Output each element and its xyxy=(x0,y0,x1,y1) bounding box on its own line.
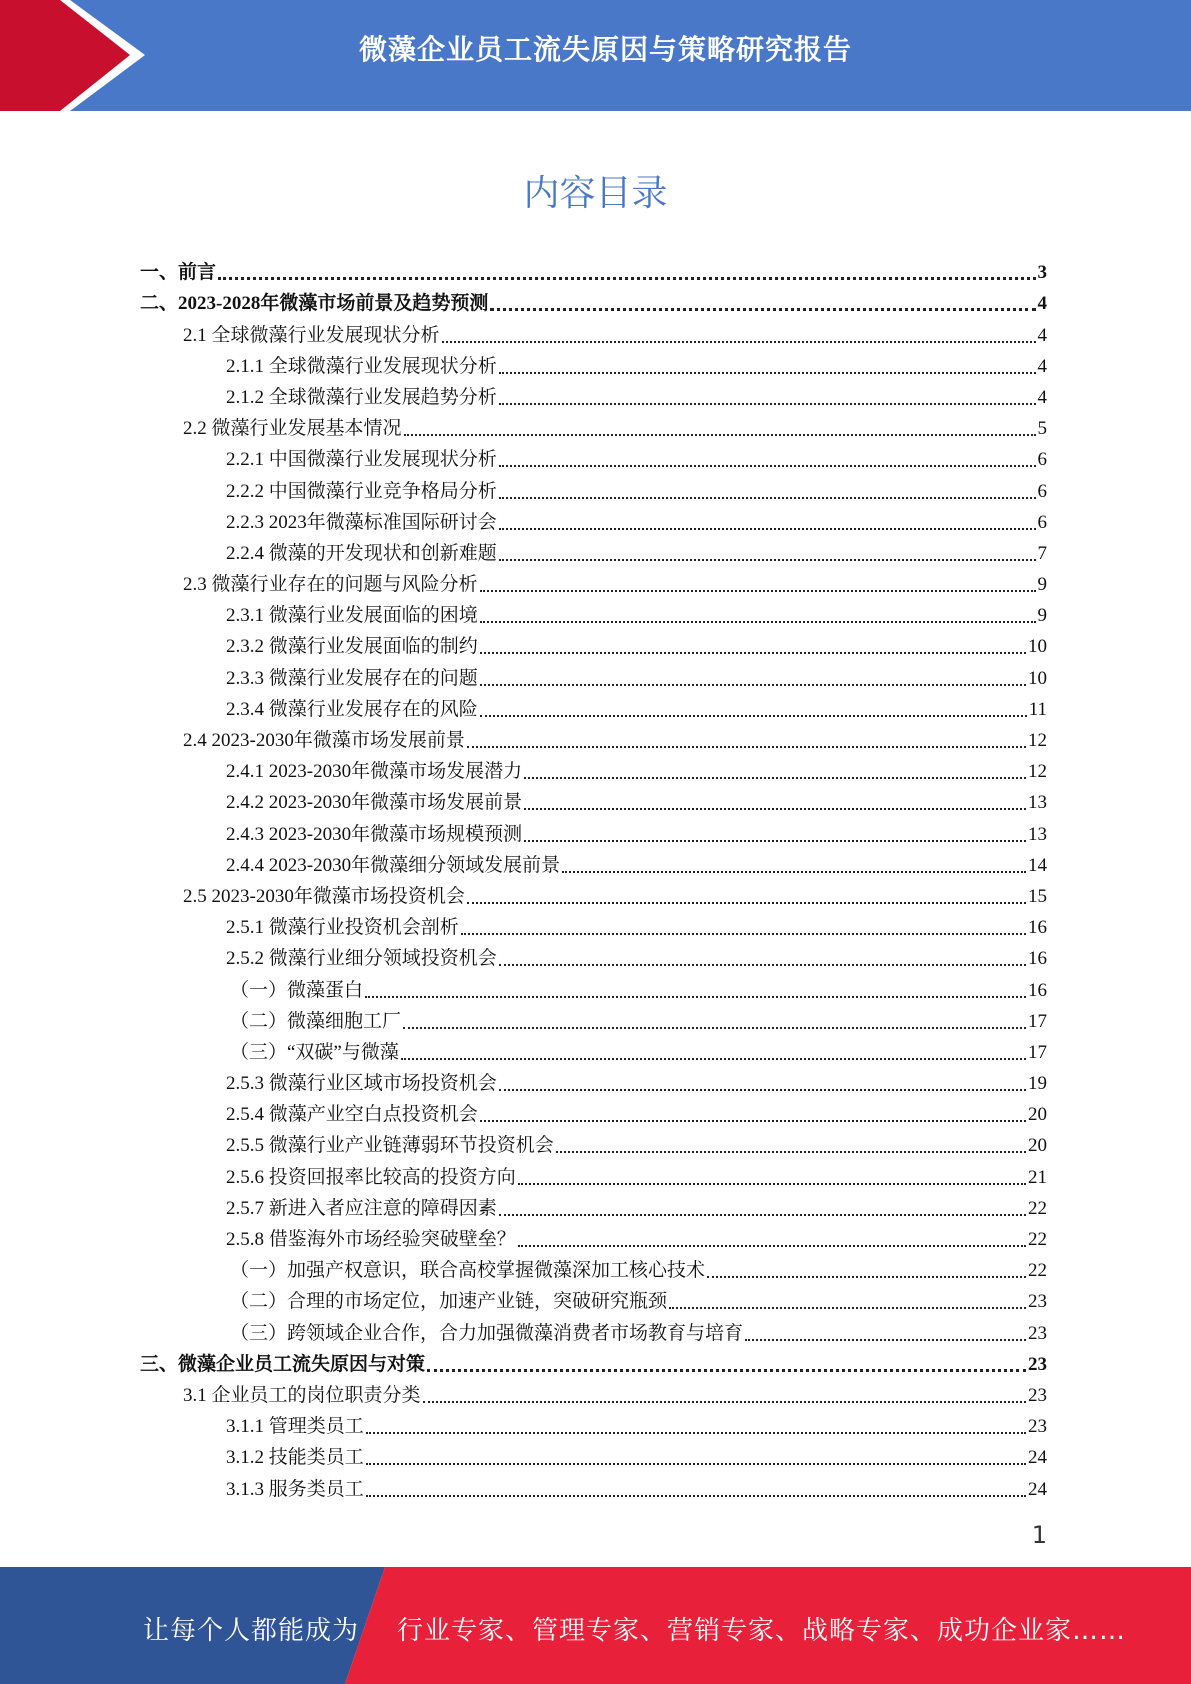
toc-entry-page: 22 xyxy=(1028,1229,1047,1250)
toc-entry[interactable] xyxy=(140,658,1047,689)
toc-entry[interactable] xyxy=(140,721,1047,752)
toc-entry-title: 3.1.1 管理类员工 xyxy=(226,1416,364,1438)
toc-dot-leader xyxy=(499,1214,1026,1216)
toc-dot-leader xyxy=(404,434,1036,436)
toc-entry[interactable] xyxy=(140,846,1047,877)
toc-entry-title: 2.5.5 微藻行业产业链薄弱环节投资机会 xyxy=(226,1135,554,1157)
toc-entry-page: 12 xyxy=(1028,761,1047,783)
toc-dot-leader xyxy=(366,1463,1026,1465)
toc-dot-leader xyxy=(745,1339,1026,1341)
toc-entry[interactable] xyxy=(140,939,1047,970)
toc-entry[interactable] xyxy=(140,1189,1047,1220)
toc-dot-leader xyxy=(524,777,1026,779)
toc-entry-title: 三、微藻企业员工流失原因与对策 xyxy=(140,1353,426,1375)
toc-entry-page: 23 xyxy=(1028,1322,1047,1344)
toc-entry-title: 2.3 微藻行业存在的问题与风险分析 xyxy=(183,574,478,596)
toc-entry-page: 7 xyxy=(1037,542,1047,564)
toc-dot-leader xyxy=(480,590,1036,592)
toc-entry-page: 4 xyxy=(1037,324,1047,346)
toc-entry-title: （一）加强产权意识，联合高校掌握微藻深加工核心技术 xyxy=(230,1260,706,1282)
toc-heading: 内容目录 xyxy=(523,173,668,214)
report-title: 微藻企业员工流失原因与策略研究报告 xyxy=(358,33,852,66)
toc-entry[interactable] xyxy=(140,471,1047,502)
toc-entry-title: 2.2 微藻行业发展基本情况 xyxy=(183,418,402,440)
toc-dot-leader xyxy=(518,1183,1026,1185)
toc-entry-page: 20 xyxy=(1028,1135,1047,1157)
toc-entry-title: 2.5.1 微藻行业投资机会剖析 xyxy=(226,917,459,939)
toc-entry-title: 2.5.8 借鉴海外市场经验突破壁垒？ xyxy=(226,1229,516,1250)
toc-entry[interactable] xyxy=(140,596,1047,627)
toc-entry-page: 13 xyxy=(1028,792,1047,814)
toc-entry-page: 6 xyxy=(1037,449,1047,471)
toc-dot-leader xyxy=(524,808,1026,810)
toc-entry-page: 6 xyxy=(1037,511,1047,533)
toc-entry[interactable] xyxy=(140,440,1047,471)
footer-slogan-right: 行业专家、管理专家、营销专家、战略专家、成功企业家…… xyxy=(397,1616,1127,1646)
toc-entry-page: 10 xyxy=(1028,667,1047,689)
toc-entry[interactable] xyxy=(140,347,1047,378)
toc-entry[interactable] xyxy=(140,315,1047,346)
toc-entry[interactable] xyxy=(140,814,1047,845)
toc-dot-leader xyxy=(401,1058,1026,1060)
toc-entry-page: 9 xyxy=(1037,574,1047,596)
toc-entry-title: 2.1.1 全球微藻行业发展现状分析 xyxy=(226,355,497,377)
toc-dot-leader xyxy=(499,497,1036,499)
toc-dot-leader xyxy=(480,715,1027,717)
toc-entry-page: 19 xyxy=(1028,1073,1047,1095)
toc-entry-title: 2.5.2 微藻行业细分领域投资机会 xyxy=(226,948,497,970)
toc-entry-page: 5 xyxy=(1037,418,1047,440)
toc-entry-title: 2.3.4 微藻行业发展存在的风险 xyxy=(226,698,478,720)
toc-entry-page: 14 xyxy=(1028,854,1047,876)
toc-entry-page: 16 xyxy=(1028,979,1047,1001)
toc-entry[interactable] xyxy=(140,1033,1047,1064)
toc-dot-leader xyxy=(366,1495,1026,1497)
toc-dot-leader xyxy=(480,684,1026,686)
toc-entry-page: 17 xyxy=(1028,1041,1047,1063)
report-header-banner xyxy=(0,0,1191,111)
toc-entry[interactable] xyxy=(140,627,1047,658)
page-number: 1 xyxy=(1031,1521,1047,1549)
toc-dot-leader xyxy=(518,1245,1026,1247)
toc-entry-page: 3 xyxy=(1037,262,1047,284)
toc-entry-page: 22 xyxy=(1028,1197,1047,1219)
toc-entry[interactable] xyxy=(140,565,1047,596)
toc-dot-leader xyxy=(423,1401,1026,1403)
toc-entry-title: 一、前言 xyxy=(140,262,217,284)
toc-entry[interactable] xyxy=(140,1002,1047,1033)
toc-entry-title: 3.1.2 技能类员工 xyxy=(226,1447,364,1469)
toc-entry-page: 24 xyxy=(1028,1478,1047,1500)
toc-entry-title: （二）合理的市场定位，加速产业链，突破研究瓶颈 xyxy=(230,1291,668,1313)
toc-dot-leader xyxy=(556,1151,1026,1153)
toc-entry-title: 2.5 2023-2030年微藻市场投资机会 xyxy=(183,885,465,907)
toc-entry-title: （一）微藻蛋白 xyxy=(230,979,364,1001)
toc-entry-title: 2.3.1 微藻行业发展面临的困境 xyxy=(226,605,478,627)
toc-entry[interactable] xyxy=(140,1095,1047,1126)
toc-dot-leader xyxy=(461,933,1026,935)
toc-entry-page: 12 xyxy=(1028,730,1047,751)
toc-entry[interactable] xyxy=(140,1313,1047,1344)
toc-dot-leader xyxy=(499,528,1036,530)
toc-entry[interactable] xyxy=(140,1345,1047,1376)
toc-dot-leader xyxy=(403,1027,1026,1029)
toc-entry[interactable] xyxy=(140,409,1047,440)
toc-entry[interactable] xyxy=(140,503,1047,534)
footer-banner xyxy=(0,1567,1191,1684)
toc-dot-leader xyxy=(467,902,1026,904)
toc-entry[interactable] xyxy=(140,1407,1047,1438)
table-of-contents xyxy=(140,253,1047,1501)
toc-entry[interactable] xyxy=(140,253,1047,284)
toc-entry-title: 3.1.3 服务类员工 xyxy=(226,1478,364,1500)
toc-dot-leader xyxy=(524,840,1026,842)
toc-entry-title: 2.4.3 2023-2030年微藻市场规模预测 xyxy=(226,823,523,845)
toc-dot-leader xyxy=(499,465,1036,467)
toc-entry[interactable] xyxy=(140,1469,1047,1500)
toc-entry-title: 2.5.6 投资回报率比较高的投资方向 xyxy=(226,1166,516,1188)
toc-entry-page: 23 xyxy=(1028,1416,1047,1438)
toc-entry-page: 6 xyxy=(1037,480,1047,502)
toc-entry-title: （二）微藻细胞工厂 xyxy=(230,1010,402,1032)
toc-dot-leader xyxy=(366,1432,1026,1434)
toc-dot-leader xyxy=(499,1089,1026,1091)
toc-entry-title: 2.2.3 2023年微藻标准国际研讨会 xyxy=(226,511,497,533)
toc-dot-leader xyxy=(480,621,1036,623)
toc-entry[interactable] xyxy=(140,1376,1047,1407)
toc-entry-title: 2.4.4 2023-2030年微藻细分领域发展前景 xyxy=(226,854,561,876)
toc-entry-page: 10 xyxy=(1028,636,1047,658)
toc-dot-leader xyxy=(490,308,1035,311)
toc-dot-leader xyxy=(480,1120,1026,1122)
toc-entry-title: 2.5.3 微藻行业区域市场投资机会 xyxy=(226,1073,497,1095)
toc-entry-title: 2.1.2 全球微藻行业发展趋势分析 xyxy=(226,386,497,408)
toc-entry[interactable] xyxy=(140,378,1047,409)
toc-entry-page: 23 xyxy=(1028,1353,1047,1375)
toc-entry-page: 16 xyxy=(1028,917,1047,939)
toc-entry[interactable] xyxy=(140,1220,1047,1251)
toc-entry-page: 22 xyxy=(1028,1260,1047,1282)
toc-entry[interactable] xyxy=(140,284,1047,315)
toc-entry-title: （三）“双碳”与微藻 xyxy=(230,1041,399,1063)
toc-entry[interactable] xyxy=(140,877,1047,908)
toc-dot-leader xyxy=(442,341,1036,343)
toc-entry-title: 3.1 企业员工的岗位职责分类 xyxy=(183,1384,421,1406)
toc-entry-page: 4 xyxy=(1037,293,1047,315)
toc-entry-title: 二、2023-2028年微藻市场前景及趋势预测 xyxy=(140,293,489,315)
toc-entry[interactable] xyxy=(140,534,1047,565)
toc-dot-leader xyxy=(365,996,1026,998)
toc-entry-page: 23 xyxy=(1028,1384,1047,1406)
toc-entry-title: （三）跨领域企业合作，合力加强微藻消费者市场教育与培育 xyxy=(230,1322,744,1344)
toc-entry[interactable] xyxy=(140,783,1047,814)
toc-entry-page: 15 xyxy=(1028,885,1047,907)
toc-entry[interactable] xyxy=(140,690,1047,721)
toc-dot-leader xyxy=(669,1307,1026,1309)
toc-dot-leader xyxy=(480,652,1026,654)
footer-slogan-left: 让每个人都能成为 xyxy=(143,1616,360,1646)
toc-dot-leader xyxy=(218,277,1035,280)
toc-entry-title: 2.2.4 微藻的开发现状和创新难题 xyxy=(226,542,497,564)
toc-entry[interactable] xyxy=(140,970,1047,1001)
toc-dot-leader xyxy=(499,372,1036,374)
toc-entry[interactable] xyxy=(140,1282,1047,1313)
toc-dot-leader xyxy=(499,559,1036,561)
toc-entry-page: 23 xyxy=(1028,1291,1047,1313)
toc-entry-page: 24 xyxy=(1028,1447,1047,1469)
toc-entry-title: 2.4.2 2023-2030年微藻市场发展前景 xyxy=(226,792,523,814)
toc-dot-leader xyxy=(427,1369,1026,1372)
toc-entry-title: 2.3.2 微藻行业发展面临的制约 xyxy=(226,636,478,658)
toc-dot-leader xyxy=(562,871,1026,873)
toc-entry[interactable] xyxy=(140,752,1047,783)
toc-entry-title: 2.2.2 中国微藻行业竞争格局分析 xyxy=(226,480,497,502)
toc-dot-leader xyxy=(467,746,1026,748)
toc-entry[interactable] xyxy=(140,1438,1047,1469)
toc-dot-leader xyxy=(707,1276,1026,1278)
toc-entry-title: 2.3.3 微藻行业发展存在的问题 xyxy=(226,667,478,689)
toc-entry[interactable] xyxy=(140,1064,1047,1095)
toc-entry[interactable] xyxy=(140,1157,1047,1188)
toc-dot-leader xyxy=(499,964,1026,966)
toc-entry-title: 2.5.7 新进入者应注意的障碍因素 xyxy=(226,1197,497,1219)
toc-entry-title: 2.2.1 中国微藻行业发展现状分析 xyxy=(226,449,497,471)
toc-entry-title: 2.4 2023-2030年微藻市场发展前景 xyxy=(183,730,465,751)
toc-entry-title: 2.4.1 2023-2030年微藻市场发展潜力 xyxy=(226,761,523,783)
toc-entry[interactable] xyxy=(140,1126,1047,1157)
toc-entry-page: 13 xyxy=(1028,823,1047,845)
toc-entry-page: 20 xyxy=(1028,1104,1047,1126)
toc-entry-title: 2.5.4 微藻产业空白点投资机会 xyxy=(226,1104,478,1126)
toc-entry-title: 2.1 全球微藻行业发展现状分析 xyxy=(183,324,440,346)
toc-entry-page: 17 xyxy=(1028,1010,1047,1032)
toc-entry-page: 4 xyxy=(1037,355,1047,377)
toc-dot-leader xyxy=(499,403,1036,405)
toc-entry[interactable] xyxy=(140,908,1047,939)
toc-entry-page: 4 xyxy=(1037,386,1047,408)
toc-entry[interactable] xyxy=(140,1251,1047,1282)
toc-entry-page: 16 xyxy=(1028,948,1047,970)
toc-entry-page: 9 xyxy=(1037,605,1047,627)
toc-entry-page: 21 xyxy=(1028,1166,1047,1188)
toc-entry-page: 11 xyxy=(1028,698,1047,720)
